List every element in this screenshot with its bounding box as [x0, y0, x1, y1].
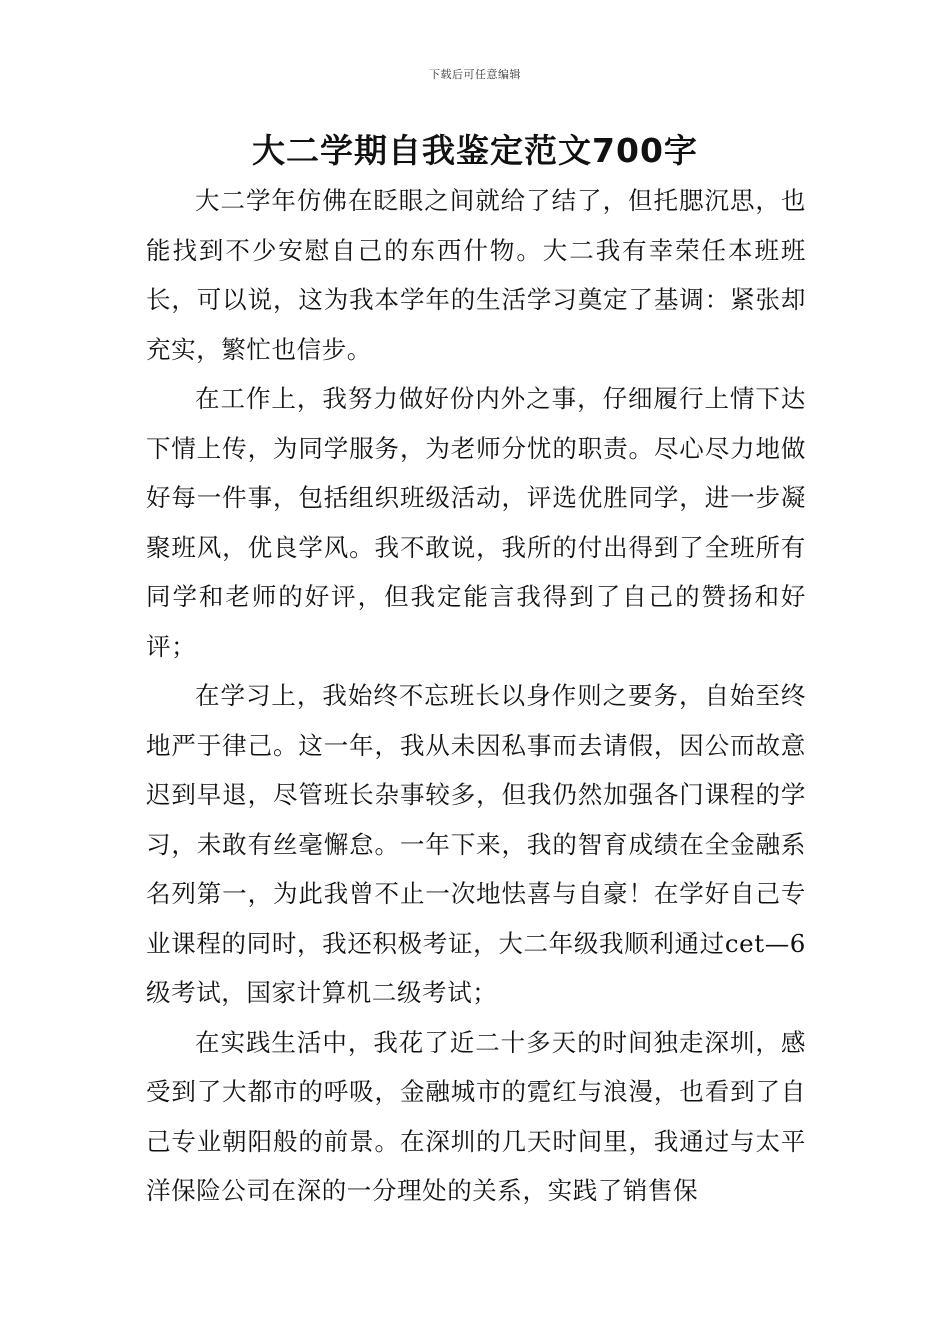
document-title: 大二学期自我鉴定范文700字	[252, 131, 698, 170]
paragraph-practice: 在实践生活中，我花了近二十多天的时间独走深圳，感受到了大都市的呼吸，金融城市的霓红与浪漫，也看到了自己专业朝阳般的前景。在深圳的几天时间里，我通过与太平洋保险公司在深的一分理处的关系，实践了销售保	[146, 1027, 806, 1205]
paragraph-work: 在工作上，我努力做好份内外之事，仔细履行上情下达下情上传，为同学服务，为老师分忧的职责。尽心尽力地做好每一件事，包括组织班级活动，评选优胜同学，进一步凝聚班风，优良学风。我不敢说，我所的付出得到了全班所有同学和老师的好评，但我定能言我得到了自己的赞扬和好评；	[146, 384, 806, 661]
paragraph-study: 在学习上，我始终不忘班长以身作则之要务，自始至终地严于律己。这一年，我从未因私事而去请假，因公而故意迟到早退，尽管班长杂事较多，但我仍然加强各门课程的学习，未敢有丝毫懈怠。一年下来，我的智育成绩在全金融系名列第一，为此我曾不止一次地怯喜与自豪！在学好自己专业课程的同时，我还积极考证，大二年级我顺利通过cet—6级考试，国家计算机二级考试；	[146, 681, 806, 1007]
document-body	[146, 176, 806, 1216]
header-note: 下载后可任意编辑	[429, 68, 521, 81]
paragraph-intro: 大二学年仿佛在眨眼之间就给了结了，但托腮沉思，也能找到不少安慰自己的东西什物。大二我有幸荣任本班班长，可以说，这为我本学年的生活学习奠定了基调：紧张却充实，繁忙也信步。	[146, 186, 806, 364]
